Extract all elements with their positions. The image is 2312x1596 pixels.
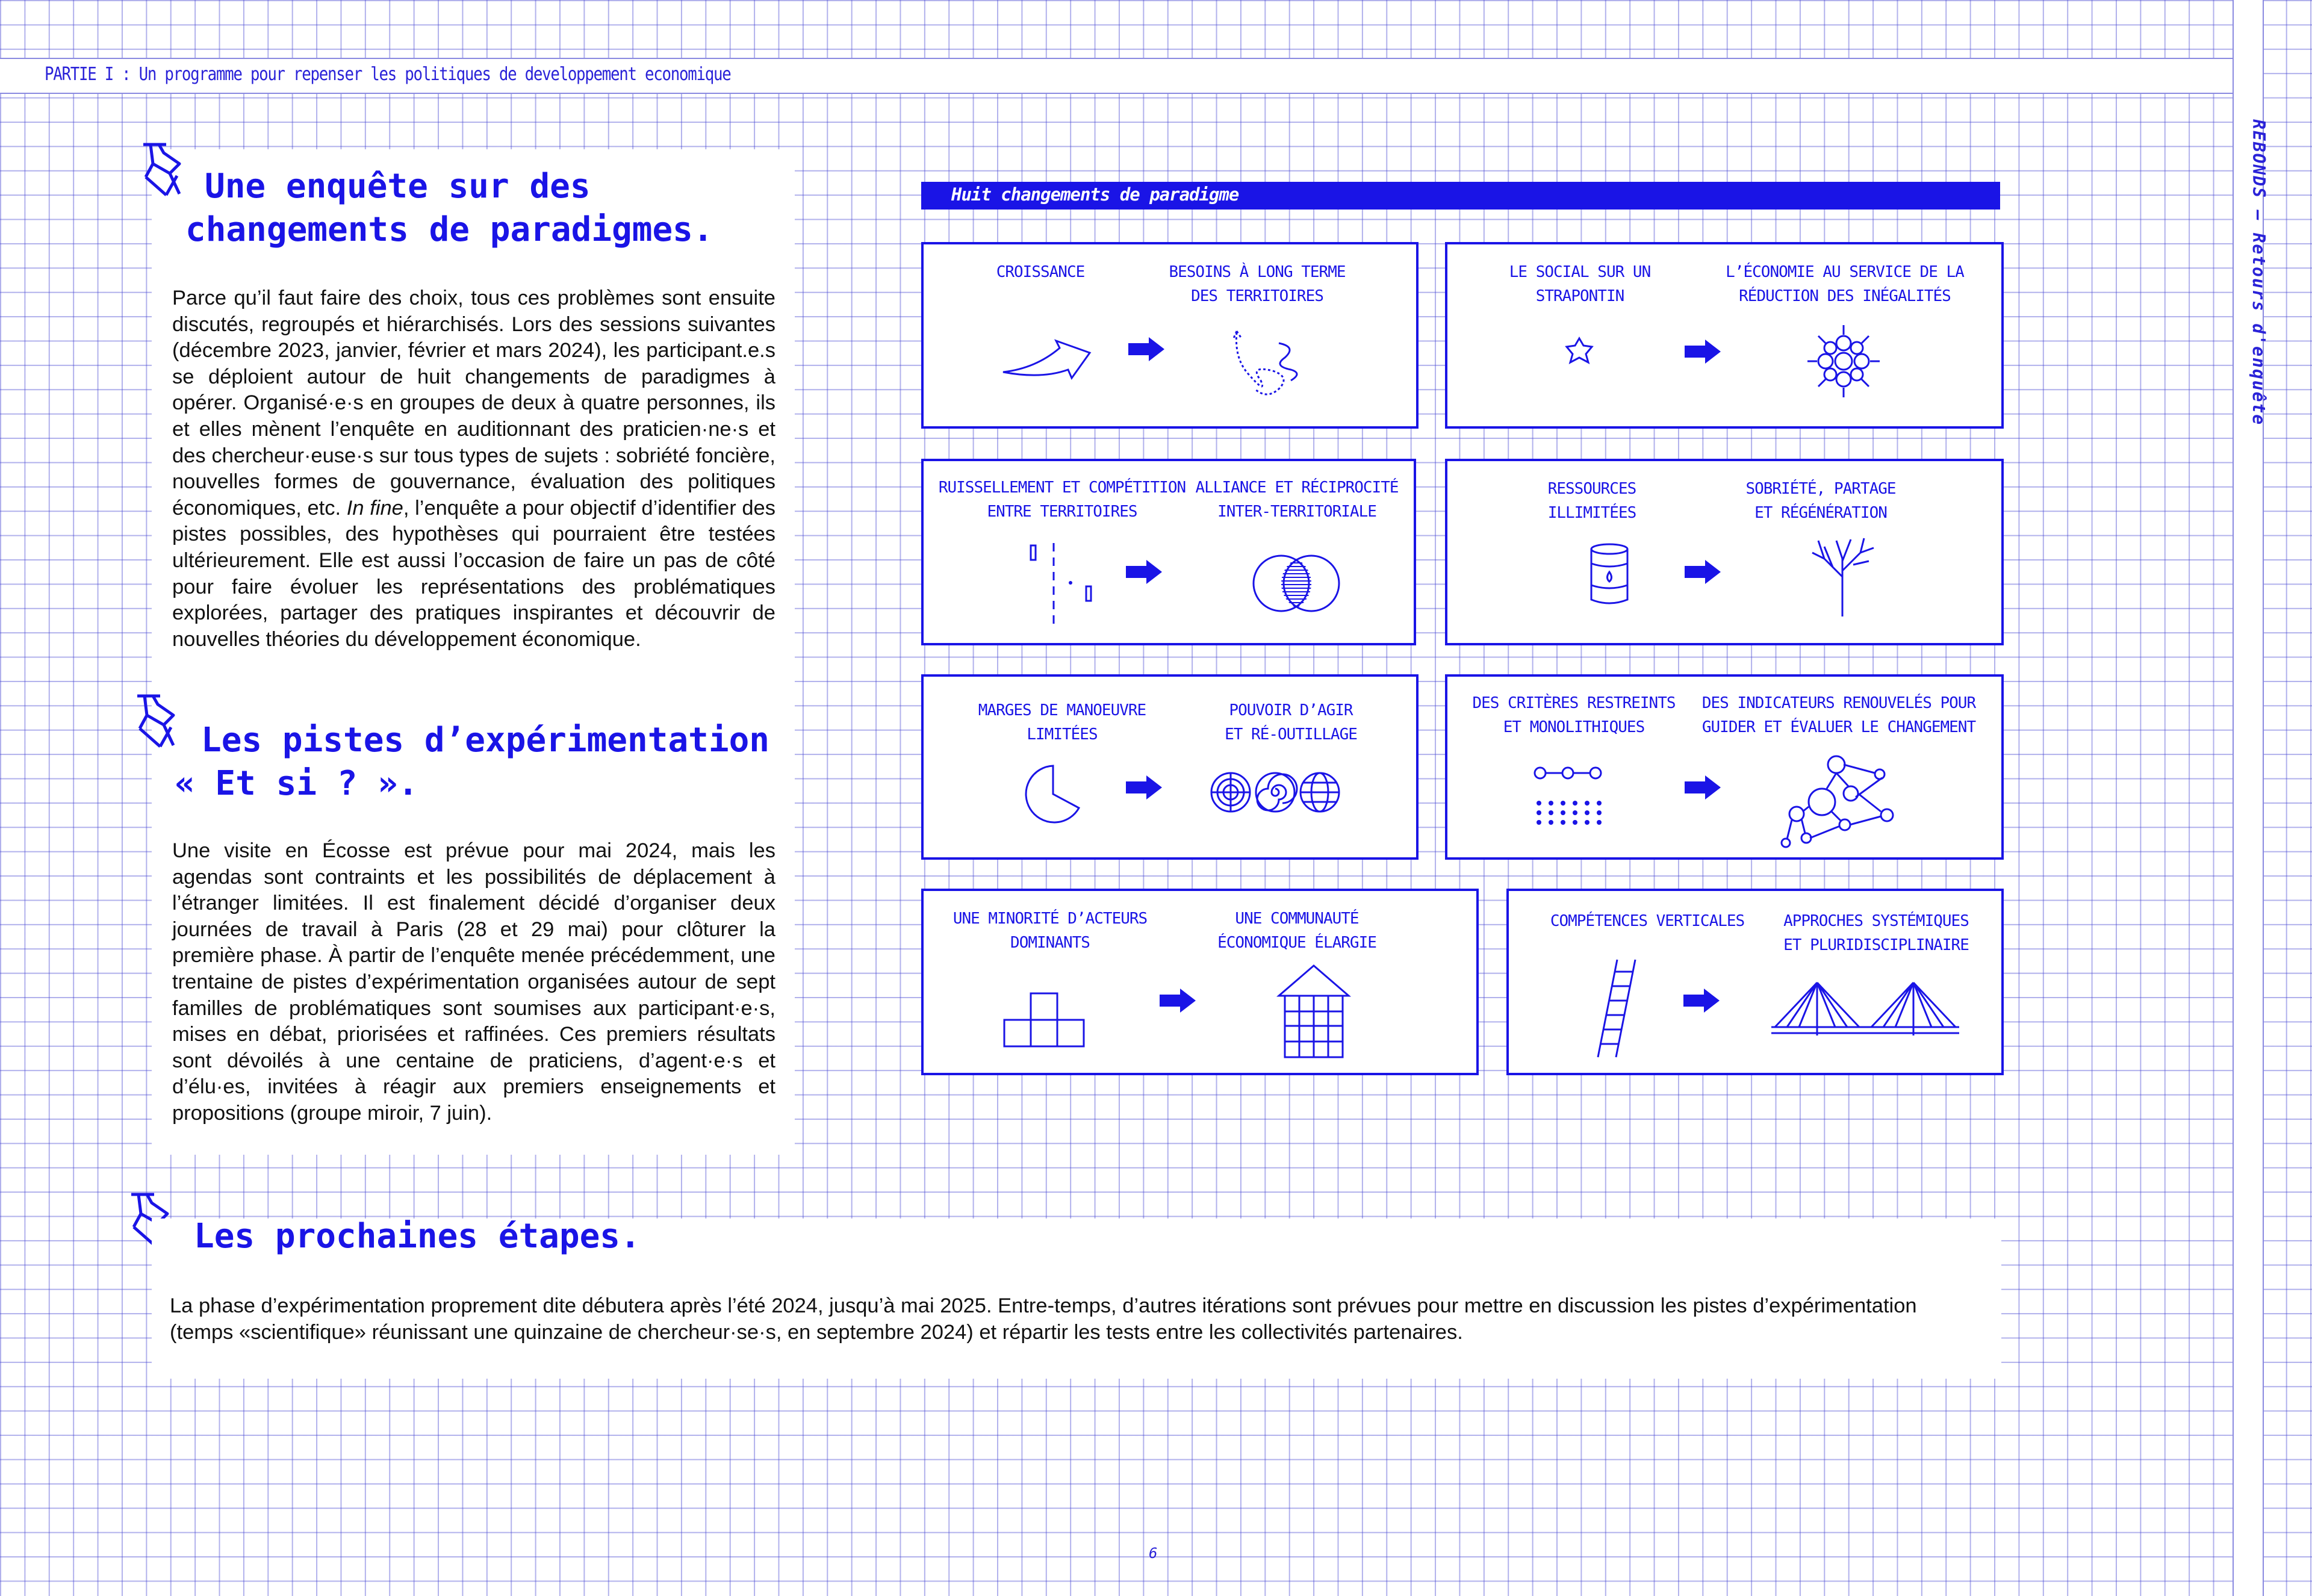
three-circles-icon <box>1209 768 1341 816</box>
right-arrow-icon <box>1128 336 1166 362</box>
side-tab-label: REBONDS – Retours d'enquête <box>2249 119 2269 426</box>
section2-title-line1: Les pistes d’expérimentation <box>201 721 770 760</box>
right-arrow-icon <box>1685 774 1722 801</box>
network-graph-icon <box>1779 754 1899 850</box>
paradigm-to-label: DES INDICATEURS RENOUVELÉS POUR GUIDER ET ÉVALUER LE CHANGEMENT <box>1701 694 1976 736</box>
pie-icon <box>1020 761 1086 827</box>
paradigm-from-label: RESSOURCES ILLIMITÉES <box>1547 480 1636 522</box>
section2-title <box>175 719 801 806</box>
paradigm-from-label: DES CRITÈRES RESTREINTS ET MONOLITHIQUES <box>1472 694 1676 736</box>
header-bar <box>0 58 2233 94</box>
section1-title-line2: changements de paradigmes. <box>185 210 713 249</box>
bridge-icon <box>1769 979 1962 1039</box>
paradigm-from-label: LE SOCIAL SUR UN STRAPONTIN <box>1509 263 1651 305</box>
paradigm-card <box>921 889 1479 1075</box>
pong-icon <box>1026 539 1110 630</box>
right-arrow-icon <box>1685 559 1722 585</box>
section1-body <box>172 285 775 653</box>
paradigm-card <box>1445 242 2004 429</box>
paradigm-from-label: MARGES DE MANOEUVRE LIMITÉES <box>978 701 1146 744</box>
side-tab <box>2233 0 2269 1596</box>
section-title: PARTIE I : Un programme pour repenser les politiques de developpement economique <box>45 64 731 85</box>
paradigm-from-label: CROISSANCE <box>996 263 1085 281</box>
diagram-title: Huit changements de paradigme <box>951 184 1239 205</box>
ladder-icon <box>1593 957 1641 1060</box>
paradigm-to-label: POUVOIR D’AGIR ET RÉ-OUTILLAGE <box>1225 701 1357 744</box>
paradigm-to-label: UNE COMMUNAUTÉ ÉCONOMIQUE ÉLARGIE <box>1217 910 1376 952</box>
curved-arrow-icon <box>999 332 1096 380</box>
right-arrow-icon <box>1126 559 1163 585</box>
section3-body: La phase d’expérimentation proprement dite débutera après l’été 2024, jusqu’à mai 2025. Entre-temps, d’autres itérations sont prévues pour mettre en discussion les pistes d’expérimentation (temps «scientifique» réunissant une quinzaine de chercheur·se·s, en septembre 2024) et répartir les tests entre les collectivités partenaires. <box>170 1294 1917 1344</box>
pushpin-icon <box>137 140 189 206</box>
paradigm-from-label: RUISSELLEMENT ET COMPÉTITION ENTRE TERRITOIRES <box>938 479 1186 521</box>
section1-body-a: Parce qu’il faut faire des choix, tous ces problèmes sont ensuite discutés, regroupés et hiérarchisés. Lors des sessions suivantes (décembre 2023, janvier, février et mars 2024), les participant.e.s se déploient autour de huit changements de paradigmes à opérer. Organisé·e·s en groupes de deux à quatre personnes, ils et elles mènent l’enquête en auditionnant des praticien·ne·s et des chercheur·euse·s sur tous types de sujets : sobriété foncière, nouvelles formes de gouvernance, évaluation des politiques économiques, etc. <box>172 287 775 520</box>
section3-title: Les prochaines étapes. <box>194 1217 641 1256</box>
tree-icon <box>1806 535 1878 619</box>
paradigm-card <box>921 242 1419 429</box>
dots-grid-icon <box>1532 761 1616 833</box>
paradigm-to-label: SOBRIÉTÉ, PARTAGE ET RÉGÉNÉRATION <box>1745 480 1896 522</box>
paradigm-card <box>921 459 1416 645</box>
blocks-icon <box>1003 991 1085 1048</box>
house-grid-icon <box>1276 963 1351 1060</box>
section1-title-line1: Une enquête sur des <box>205 167 591 206</box>
paradigm-to-label: L’ÉCONOMIE AU SERVICE DE LA RÉDUCTION DES INÉGALITÉS <box>1726 263 1964 305</box>
small-star-icon <box>1564 336 1594 366</box>
right-arrow-icon <box>1683 987 1721 1014</box>
paradigm-to-label: ALLIANCE ET RÉCIPROCITÉ INTER-TERRITORIALE <box>1195 479 1399 521</box>
section1-title <box>185 165 783 252</box>
paradigm-card <box>921 674 1419 860</box>
flower-network-icon <box>1803 320 1885 402</box>
right-arrow-icon <box>1160 987 1197 1014</box>
section1-body-italic: In fine <box>346 496 403 520</box>
paradigm-to-label: APPROCHES SYSTÉMIQUES ET PLURIDISCIPLINAIRE <box>1783 912 1969 954</box>
paradigm-card <box>1445 459 2004 645</box>
oil-barrel-icon <box>1588 542 1630 608</box>
paradigm-card <box>1445 674 2004 860</box>
paradigm-from-label: COMPÉTENCES VERTICALES <box>1550 912 1745 930</box>
right-arrow-icon <box>1685 338 1722 365</box>
venn-icon <box>1251 550 1341 616</box>
paradigm-to-label: BESOINS À LONG TERME DES TERRITOIRES <box>1169 263 1346 305</box>
section2-body: Une visite en Écosse est prévue pour mai 2024, mais les agendas sont contraints et les possibilités de déplacement à l’étranger limitées. Il est finalement décidé d’organiser deux journées de travail à Paris (28 et 29 mai) pour clôturer la première phase. À partir de l’enquête menée précédemment, une trentaine de pistes d’expérimentation organisées autour de sept familles de problématiques sont soumises aux participant·e·s, mises en débat, priorisées et raffinées. Ces premiers résultats sont dévoilés à une centaine de praticiens, d’agent·e·s et d’élu·es, invitées à réagir aux premiers enseignements et propositions (groupe miroir, 7 juin). <box>172 839 775 1125</box>
paradigm-from-label: UNE MINORITÉ D’ACTEURS DOMINANTS <box>952 910 1148 952</box>
paradigm-card <box>1506 889 2004 1075</box>
page-number: 6 <box>1149 1545 1158 1562</box>
right-arrow-icon <box>1126 774 1163 801</box>
section1-body-b: , l’enquête a pour objectif d’identifier des pistes possibles, des hypothèses qui pourraient être testées ultérieurement. Elle est aussi l’occasion de faire un pas de côté pour faire évoluer les représentations des problématiques explorées, partager des pratiques inspirantes et découvrir de nouvelles théories du développement économique. <box>172 496 775 651</box>
section2-title-line2: « Et si ? ». <box>175 764 418 803</box>
squiggle-arrow-icon <box>1225 323 1309 407</box>
diagram-title-bar <box>921 182 2000 210</box>
